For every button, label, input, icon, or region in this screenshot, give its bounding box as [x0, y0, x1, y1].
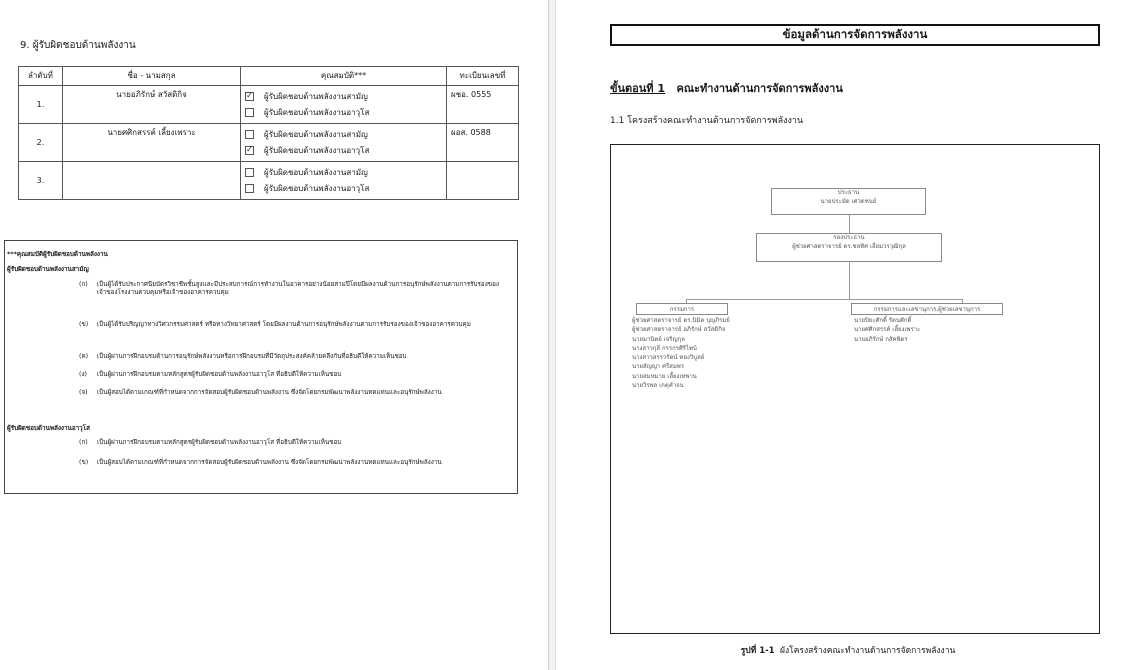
qualification-label: ผู้รับผิดชอบด้านพลังงานสามัญ	[264, 91, 368, 101]
list-item: นายอภิรักษ์ กสัคพิตร	[854, 335, 908, 343]
qualification-option	[245, 126, 442, 142]
figure-caption	[556, 643, 1140, 657]
note-item-marker: (ก)	[79, 281, 88, 288]
list-item: นายวิรพล เกตุคำจน	[632, 382, 684, 390]
note-item-text: เป็นผู้ผ่านการฝึกอบรมด้านการอนุรักษ์พลังงานหรือการฝึกอบรมที่มีวัตถุประสงค์คล้ายคลึงกันที่อธิบดีให้ความเห็นชอบ	[97, 353, 407, 360]
row-number: 2.	[19, 124, 63, 162]
right-document-page	[556, 0, 1140, 670]
checkbox-unchecked[interactable]	[245, 130, 254, 139]
list-item: นายสมหมาย เลี้ยงเทพาน	[632, 372, 697, 380]
step-label: ขั้นตอนที่ 1	[610, 82, 666, 95]
note-item-marker: (ก)	[79, 439, 88, 446]
checkbox-unchecked[interactable]	[245, 168, 254, 177]
note-item-text: เป็นผู้สอบได้ตามเกณฑ์ที่กำหนดจากการจัดสอบผู้รับผิดชอบด้านพลังงาน ซึ่งจัดโดยกรมพัฒนาพลังงานทดแทนและอนุรักษ์พลังงาน	[97, 389, 442, 396]
qualification-option	[245, 104, 442, 120]
table-row	[19, 162, 519, 200]
qualification-option	[245, 180, 442, 196]
list-item: นายศศิกสรรค์ เลี้ยงเพราะ	[854, 326, 921, 334]
registration-number: ผชอ. 0555	[447, 86, 519, 124]
table-header-row	[19, 67, 519, 86]
col-header-registration: ทะเบียนเลขที่	[447, 67, 519, 86]
row-number: 3.	[19, 162, 63, 200]
qualification-cell	[241, 162, 447, 200]
note-item-text: เป็นผู้ผ่านการฝึกอบรมตามหลักสูตรผู้รับผิดชอบด้านพลังงานอาวุโส ที่อธิบดีให้ความเห็นชอบ	[97, 439, 342, 446]
qualification-label: ผู้รับผิดชอบด้านพลังงานอาวุโส	[264, 107, 370, 117]
step-title: คณะทำงานด้านการจัดการพลังงาน	[676, 82, 843, 95]
checkbox-checked[interactable]: ✓	[246, 91, 253, 100]
org-box-vice-chair	[756, 233, 942, 262]
col-header-name: ชื่อ - นามสกุล	[63, 67, 241, 86]
qualification-option	[245, 142, 442, 158]
col-header-no: ลำดับที่	[19, 67, 63, 86]
qualification-label: ผู้รับผิดชอบด้านพลังงานสามัญ	[264, 167, 368, 177]
note-item-marker: (ข)	[79, 459, 89, 466]
chair-title: ประธาน	[837, 189, 860, 196]
col-header-qualification: คุณสมบัติ***	[241, 67, 447, 86]
officer-name	[63, 162, 241, 200]
qualification-cell	[241, 124, 447, 162]
qualification-option	[245, 88, 442, 104]
list-item: นางสาวกุลี กรรกรศิริไพบ์	[632, 344, 697, 352]
note-item-marker: (ข)	[79, 321, 89, 328]
connector-line	[849, 214, 850, 234]
list-item: ผู้ช่วยศาสตราจารย์ ดร.นิมิต บุญภิรมย์	[632, 317, 730, 324]
note-item-marker: (ง)	[79, 371, 87, 378]
org-box-chair	[771, 188, 926, 215]
vice-chair-name: ผู้ช่วยศาสตราจารย์ ดร.ชลทิศ เอี่ยมวรวุฒิกุล	[792, 242, 906, 250]
table-row	[19, 86, 519, 124]
section-heading: 9. ผู้รับผิดชอบด้านพลังงาน	[20, 40, 136, 51]
page-title: ข้อมูลด้านการจัดการพลังงาน	[610, 24, 1100, 46]
list-item: นางสาวสรรวรัตน์ ทองวิบูลย์	[632, 354, 705, 362]
org-box-secretary: กรรมการและเลขานุการ,ผู้ช่วยเลขานุการ	[851, 303, 1003, 315]
table-row	[19, 124, 519, 162]
org-box-committee: กรรมการ	[636, 303, 728, 315]
note-item-text: เป็นผู้ได้รับปริญญาทางวิศวกรรมศาสตร์ หรือทางวิทยาศาสตร์ โดยมีผลงานด้านการอนุรักษ์พลังงานตามการรับรองของเจ้าของอาคารควบคุม	[97, 321, 471, 328]
figure-caption-text: ผังโครงสร้างคณะทำงานด้านการจัดการพลังงาน	[780, 646, 956, 656]
list-item: ผู้ช่วยศาสตราจารย์ อภิรักษ์ สวัสดิกิจ	[632, 326, 726, 334]
vice-chair-title: รองประธาน	[833, 234, 865, 241]
figure-caption-label: รูปที่ 1-1	[740, 646, 775, 656]
note-title: ***คุณสมบัติผู้รับผิดชอบด้านพลังงาน	[7, 251, 108, 258]
officer-name: นายอภิรักษ์ สวัสดิกิจ	[63, 86, 241, 124]
energy-officer-table	[18, 66, 519, 200]
list-item: นายมานิตย์ เจริญกุล	[632, 335, 685, 343]
subsection-heading: 1.1 โครงสร้างคณะทำงานด้านการจัดการพลังงาน	[610, 116, 804, 126]
note-item-marker: (จ)	[79, 389, 88, 396]
note-item-text: เป็นผู้ได้รับประกาศนียบัตรวิชาชีพชั้นสูงและมีประสบการณ์การทำงานในอาคารอย่างน้อยสามปีโดยมีผลงานด้านการอนุรักษ์พลังงานตามการรับรองของเจ้าของโรงงานควบคุมหรือเจ้าของอาคารควบคุม	[97, 281, 499, 296]
committee-member-list	[632, 316, 730, 390]
secretary-member-list	[854, 316, 920, 344]
connector-line	[686, 299, 962, 300]
note-item-text: เป็นผู้สอบได้ตามเกณฑ์ที่กำหนดจากการจัดสอบผู้รับผิดชอบด้านพลังงาน ซึ่งจัดโดยกรมพัฒนาพลังงานทดแทนและอนุรักษ์พลังงาน	[97, 459, 442, 466]
qualification-option	[245, 164, 442, 180]
qualification-cell	[241, 86, 447, 124]
note-item-marker: (ค)	[79, 353, 89, 360]
left-document-page	[0, 0, 548, 670]
qualification-label: ผู้รับผิดชอบด้านพลังงานสามัญ	[264, 129, 368, 139]
note-group-title: ผู้รับผิดชอบด้านพลังงานสามัญ	[7, 266, 89, 273]
note-group-title: ผู้รับผิดชอบด้านพลังงานอาวุโส	[7, 425, 90, 432]
page-divider	[548, 0, 556, 670]
checkbox-unchecked[interactable]	[245, 184, 254, 193]
registration-number	[447, 162, 519, 200]
checkbox-unchecked[interactable]	[245, 108, 254, 117]
registration-number: ผอส. 0588	[447, 124, 519, 162]
chair-name: นายประมัด เศวตชนย์	[820, 197, 877, 205]
list-item: นายปิยะศักดิ์ รัตนศักดิ์	[854, 317, 912, 324]
row-number: 1.	[19, 86, 63, 124]
connector-line	[849, 261, 850, 299]
qualification-label: ผู้รับผิดชอบด้านพลังงานอาวุโส	[264, 145, 370, 155]
list-item: นายสัญญา ศรีสมพร	[632, 363, 684, 371]
officer-name: นายศศิกสรรค์ เลี้ยงเพราะ	[63, 124, 241, 162]
qualification-label: ผู้รับผิดชอบด้านพลังงานอาวุโส	[264, 183, 370, 193]
note-item-text: เป็นผู้ผ่านการฝึกอบรมตามหลักสูตรผู้รับผิดชอบด้านพลังงานอาวุโส ที่อธิบดีให้ความเห็นชอบ	[97, 371, 342, 378]
org-chart-frame	[610, 144, 1100, 634]
qualification-note-box	[4, 240, 518, 494]
checkbox-checked[interactable]: ✓	[246, 145, 253, 154]
step-heading	[610, 79, 843, 97]
